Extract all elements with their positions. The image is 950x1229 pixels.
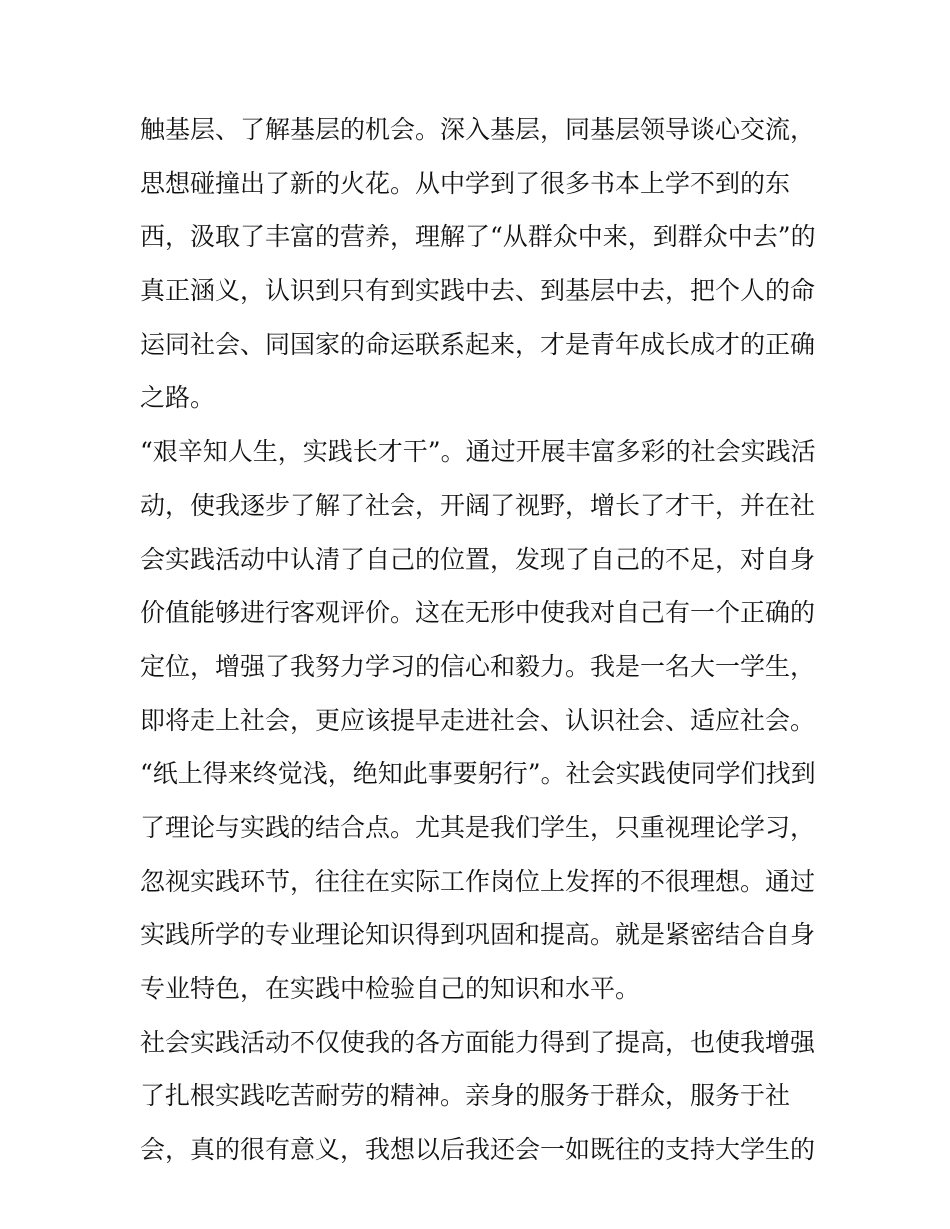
text-line: 动，使我逐步了解了社会，开阔了视野，增长了才干，并在社 (140, 490, 816, 520)
text-line: “艰辛知人生，实践长才干”。通过开展丰富多彩的社会实践活 (140, 437, 816, 467)
document-body (140, 103, 830, 1177)
text-line: 专业特色，在实践中检验自己的知识和水平。 (140, 974, 641, 1003)
text-line: 实践所学的专业理论知识得到巩固和提高。就是紧密结合自身 (140, 920, 816, 950)
text-line: 定位，增强了我努力学习的信心和毅力。我是一名大一学生， (140, 651, 816, 681)
text-line: 即将走上社会，更应该提早走进社会、认识社会、适应社会。 (140, 705, 816, 735)
text-line: 会，真的很有意义，我想以后我还会一如既往的支持大学生的 (140, 1135, 816, 1165)
text-line: 运同社会、同国家的命运联系起来，才是青年成长成才的正确 (140, 329, 816, 359)
text-line: 忽视实践环节，往往在实际工作岗位上发挥的不很理想。通过 (140, 866, 816, 896)
text-line: 会实践活动中认清了自己的位置，发现了自己的不足，对自身 (140, 544, 816, 574)
text-line: “纸上得来终觉浅，绝知此事要躬行”。社会实践使同学们找到 (140, 759, 816, 789)
text-line: 触基层、了解基层的机会。深入基层，同基层领导谈心交流， (140, 115, 816, 144)
text-line: 价值能够进行客观评价。这在无形中使我对自己有一个正确的 (140, 598, 816, 628)
text-line: 了理论与实践的结合点。尤其是我们学生，只重视理论学习， (140, 812, 816, 842)
text-line: 了扎根实践吃苦耐劳的精神。亲身的服务于群众，服务于社 (140, 1081, 791, 1111)
text-line: 之路。 (140, 383, 216, 413)
text-line: 真正涵义，认识到只有到实践中去、到基层中去，把个人的命 (140, 276, 816, 306)
text-line: 社会实践活动不仅使我的各方面能力得到了提高，也使我增强 (140, 1027, 816, 1057)
text-line: 思想碰撞出了新的火花。从中学到了很多书本上学不到的东 (140, 168, 791, 198)
text-line: 西，汲取了丰富的营养，理解了“从群众中来，到群众中去”的 (140, 222, 816, 252)
